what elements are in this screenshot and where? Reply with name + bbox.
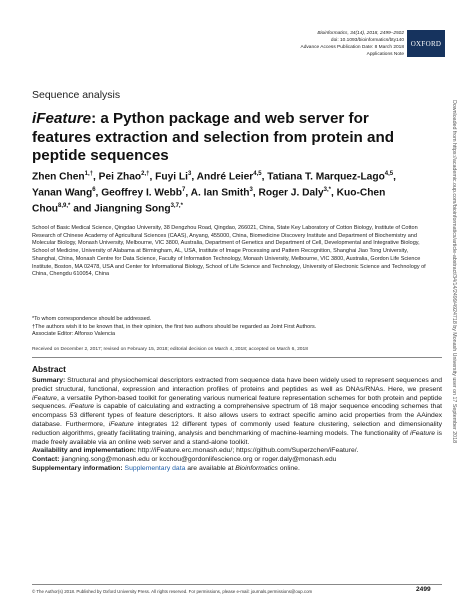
associate-editor: Associate Editor: Alfonso Valencia [32,331,116,338]
copyright-notice: © The Author(s) 2018. Published by Oxford University Press. All rights reserved. For permissions, please e-mail: journals.permissions@oup.com [32,589,313,594]
author-name: Kuo-Chen Chou [32,187,386,215]
author-name: Zhen Chen [32,171,85,183]
title-rest: : a Python package and web server for features extraction and selection from protein and peptide sequences [32,110,395,164]
author-name: Jiangning Song [94,203,171,215]
author-name: A. Ian Smith [190,187,250,199]
received-dates: Received on December 2, 2017; revised on February 15, 2018; editorial decision on March 4, 2018; accepted on March 6, 2018 [32,347,308,352]
summary-text-1: Structural and physiochemical descriptors extracted from sequence data have been widely used to represent sequences and predict structural, functional, expression and interaction profiles of proteins and peptides as well as DNAs/RNAs. Here, we present [32,377,442,393]
oxford-logo [407,30,445,57]
page-number: 2499 [416,586,431,593]
author-name: Geoffrey I. Webb [101,187,182,199]
author-affiliation-marker: 3 [187,171,192,177]
author-name: Yanan Wang [32,187,93,199]
title-italic: iFeature [32,110,92,127]
divider-top [32,357,442,358]
availability-links[interactable]: http://iFeature.erc.monash.edu/; https://github.com/Superzchen/iFeature/. [135,447,359,455]
supplementary-data-link[interactable]: Supplementary data [124,464,186,472]
correspondence-note: *To whom correspondence should be addressed. [32,316,152,322]
summary-text-5: is made freely available via an online web server and a stand-alone toolkit. [32,429,442,446]
author-affiliation-marker: 4,5 [253,171,262,177]
abstract-summary [32,377,442,447]
author-affiliation-marker: 3 [249,186,253,193]
download-watermark-text: Downloaded from https://academic.oup.com/bioinformatics/article-abstract/34/14/2499/4924718 by Monash University user on 17 September 2018 [451,100,457,444]
ifeature-name-2: iFeature [69,403,95,411]
footnotes [32,316,430,339]
author-name: André Leier [196,171,254,183]
author-affiliation-marker: 7 [181,186,186,193]
ifeature-name-1: iFeature [32,394,57,402]
author-affiliation-marker: 4,5 [384,171,394,177]
summary-text-3: is capable of calculating and extracting a comprehensive spectrum of 18 major sequence encoding schemes that encompass 53 different types of feature descriptors. It also allows users to extract specific amino acid properties from the AAindex database. Furthermore, [32,403,442,428]
contact-emails[interactable]: jiangning.song@monash.edu or kcchou@gordonlifescience.org or roger.daly@monash.edu [59,456,337,464]
journal-doi[interactable]: doi: 10.1093/bioinformatics/bty140 [330,38,404,44]
divider-bottom [32,584,442,585]
summary-text-2: , a versatile Python-based toolkit for generating various numerical feature representation schemes for both protein and peptide sequences. [32,394,442,411]
abstract-supplementary [32,465,442,474]
author-name: Pei Zhao [98,171,142,183]
author-affiliation-marker: 3,* [323,186,331,193]
section-label: Sequence analysis [32,89,121,101]
abstract-availability [32,447,442,456]
supplementary-text-2: online. [277,464,300,472]
availability-label: Availability and implementation: [32,447,136,455]
summary-label: Summary: [32,377,66,384]
ifeature-name-3: iFeature [108,420,134,428]
journal-publication-date: Advance Access Publication Date: 8 March 2018 [300,45,404,51]
contact-label: Contact: [32,456,60,464]
supplementary-journal: Bioinformatics [235,464,278,472]
abstract-contact [32,456,442,465]
author-affiliation-marker: 8,9,* [58,202,71,209]
download-watermark [452,100,462,570]
summary-text-4: integrates 12 different types of commonly used feature clustering, selection and dimensionality reduction algorithms, greatly facilitating training, analysis and benchmarking of machine-learning models. The functionality of [32,420,442,437]
supplementary-label: Supplementary information: [32,464,123,472]
affiliations [32,225,430,279]
abstract-heading: Abstract [32,364,66,374]
article-title [32,110,422,166]
author-affiliation-marker: 6 [92,186,96,193]
author-affiliation-marker: 3,7,* [170,202,183,209]
author-name: Roger J. Daly [258,187,324,199]
journal-citation: Bioinformatics, 34(14), 2018, 2499–2502 [317,31,404,36]
supplementary-text-1: are available at [185,464,236,472]
author-affiliation-marker: 1,† [84,171,93,177]
affiliations-text: School of Basic Medical Science, Qingdao University, 38 Dengzhou Road, Qingdao, 266021, China, State Key Laboratory of Cotton Biology, Institute of Cotton Research of Chinese Academy of Agricultural Sciences (CAAS), Anyang, 455000, China, Biomedicine Discovery Institute and Department of Biochemistry and Molecular Biology, Monash University, Melbourne, VIC 3800, Australia, Department of Genetics and Department of Cell, Developmental and Integrative Biology, School of Medicine, University of Alabama at Birmingham, AL, USA, Institute of Image Processing and Pattern Recognition, Shanghai Jiao Tong University, Shanghai, China, Monash Centre for Data Science, Faculty of Information Technology, Monash University, Melbourne, VIC 3800, Australia, Gordon Life Science Institute, Boston, MA 02478, USA and Center for Informational Biology, School of Life Science and Technology, University of Electronic Science and Technology of China, Chengdu 610054, China [32,225,426,278]
author-list: Zhen Chen$^{1,\dagger}$, Pei Zhao$^{2,\dagger}$, Fuyi Li$^3$, André Leier$^{4,5}$, Tatiana T. Marquez-Lago$^{4,5}$, Yanan Wang$^6$, Geoffrey I. Webb$^7$, A. Ian Smith$^3$, Roger J. Daly$^{3,*}$, Kuo-Chen Chou$^{8,9,*}$ and Jiangning Song$^{3,7,*}$ [32,171,396,215]
oxford-logo-text: OXFORD [410,39,442,48]
author-affiliation-marker: 2,† [141,171,150,177]
author-name: Tatiana T. Marquez-Lago [267,171,385,183]
joint-first-authors-note: †The authors wish it to be known that, in their opinion, the first two authors should be regarded as Joint First Authors. [32,323,317,330]
author-name: Fuyi Li [155,171,188,183]
abstract-body [32,377,442,474]
journal-info [258,30,404,58]
journal-article-type: Applications Note [366,52,404,58]
ifeature-name-4: iFeature [410,429,436,437]
